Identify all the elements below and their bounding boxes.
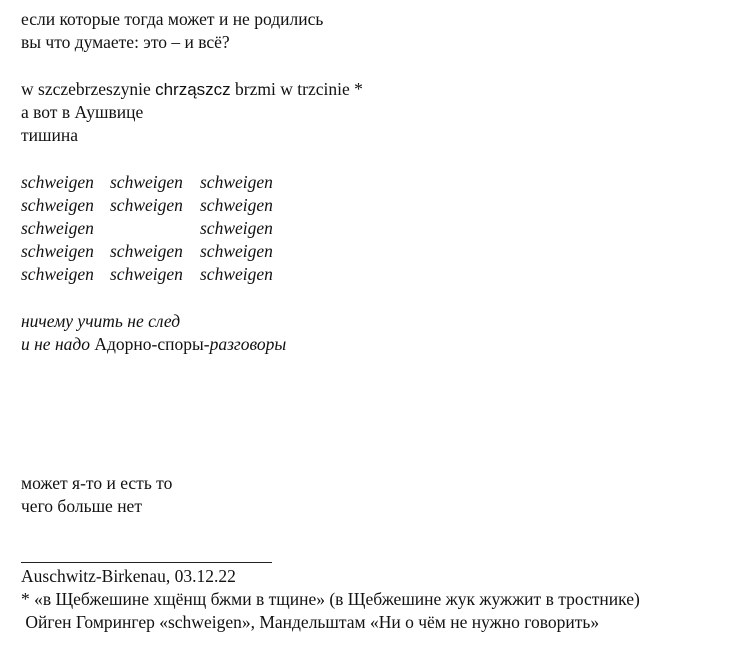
stanza3-line2 [21, 334, 286, 354]
schweigen-word: schweigen [21, 241, 94, 261]
schweigen-word: schweigen [21, 195, 94, 215]
schweigen-word: schweigen [21, 172, 94, 192]
schweigen-word: schweigen [200, 241, 273, 261]
stanza4-line2: чего больше нет [21, 496, 142, 516]
footnote-2: Ойген Гомрингер «schweigen», Мандельштам «Ни о чём не нужно говорить» [21, 612, 600, 632]
schweigen-word: schweigen [21, 218, 94, 238]
schweigen-word: schweigen [110, 195, 183, 215]
schweigen-word: schweigen [200, 218, 273, 238]
schweigen-word: schweigen [200, 172, 273, 192]
footnote-separator [21, 562, 272, 563]
schweigen-word: schweigen [21, 264, 94, 284]
stanza3-line2-italic-start: и не надо [21, 334, 90, 354]
stanza1-line1: если которые тогда может и не родились [21, 9, 324, 29]
stanza2-line1 [21, 79, 363, 100]
schweigen-word: schweigen [110, 264, 183, 284]
stanza2-line2: а вот в Аушвице [21, 102, 144, 122]
poem-page [21, 0, 746, 652]
schweigen-word: schweigen [110, 172, 183, 192]
stanza2-line3: тишина [21, 125, 78, 145]
schweigen-word: schweigen [200, 264, 273, 284]
stanza4-line1: может я-то и есть то [21, 473, 173, 493]
stanza3-line2-italic-end: разговоры [209, 334, 287, 354]
place-date: Auschwitz-Birkenau, 03.12.22 [21, 566, 236, 586]
stanza3-line1: ничему учить не след [21, 311, 181, 331]
schweigen-word: schweigen [110, 241, 183, 261]
stanza3-line2-roman: Адорно-споры- [89, 334, 210, 354]
stanza2-line1-start: w szczebrzeszynie [21, 79, 156, 99]
stanza2-line1-sans-word: chrząszcz [155, 80, 231, 99]
stanza1-line2: вы что думаете: это – и всё? [21, 32, 230, 52]
stanza2-line1-end: brzmi w trzcinie * [230, 79, 363, 99]
schweigen-word: schweigen [200, 195, 273, 215]
footnote-1: * «в Щебжешине хщёнщ бжми в тщине» (в Щебжешине жук жужжит в тростнике) [21, 589, 640, 609]
